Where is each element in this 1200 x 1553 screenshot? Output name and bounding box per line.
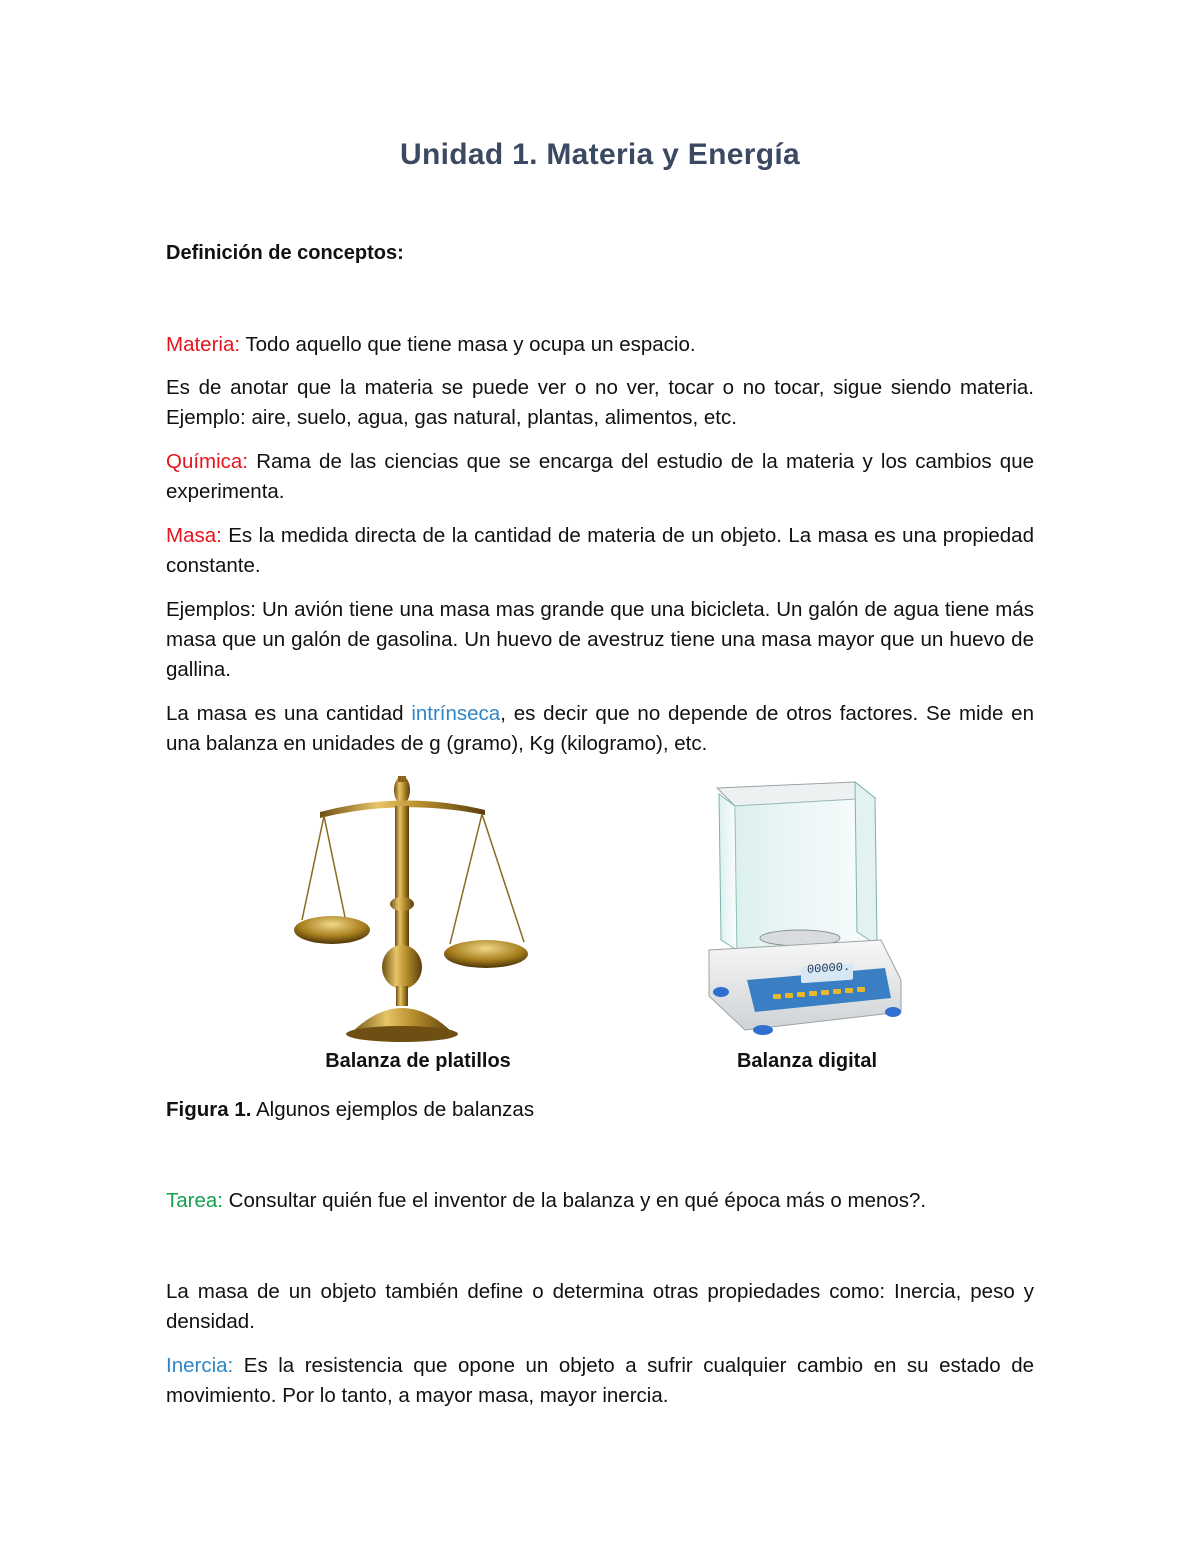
label-balanza-platillos: Balanza de platillos [325,1050,511,1072]
section-heading: Definición de conceptos: [166,242,404,264]
figure-caption [166,1098,534,1122]
term-materia: Materia: [166,333,241,356]
quimica-definition: Rama de las ciencias que se encarga del estudio de la materia y los cambios que experimenta. [166,450,1034,503]
paragraph-inercia [166,1351,1034,1411]
term-quimica: Química: [166,450,249,473]
paragraph-materia [166,330,1034,360]
paragraph-propiedades: La masa de un objeto también define o determina otras propiedades como: Inercia, peso y densidad. [166,1280,1034,1333]
inercia-definition: Es la resistencia que opone un objeto a sufrir cualquier cambio en su estado de movimiento. Por lo tanto, a mayor masa, mayor inercia. [166,1354,1034,1407]
term-masa: Masa: [166,524,222,547]
digital-scale-image [705,780,905,1040]
scale-display: 00000. [807,959,851,977]
term-intrinseca: intrínseca [411,702,501,725]
page-title: Unidad 1. Materia y Energía [400,138,800,171]
masa-definition: Es la medida directa de la cantidad de materia de un objeto. La masa es una propiedad constante. [166,524,1034,577]
paragraph-intrinseca [166,699,1034,759]
intrinseca-before: La masa es una cantidad [166,702,412,725]
label-balanza-digital: Balanza digital [736,1050,878,1072]
term-tarea: Tarea: [166,1189,223,1212]
figure-caption-text: Algunos ejemplos de balanzas [251,1098,535,1121]
paragraph-quimica [166,447,1034,507]
paragraph-tarea [166,1186,1034,1216]
balance-scale-image [290,772,530,1042]
intrinseca-after: , es decir que no depende de otros factores. Se mide en una balanza en unidades de g (gramo), Kg (kilogramo), etc. [166,702,1034,755]
paragraph-masa [166,521,1034,581]
materia-definition: Todo aquello que tiene masa y ocupa un espacio. [240,333,696,356]
term-inercia: Inercia: [166,1354,234,1377]
tarea-text: Consultar quién fue el inventor de la balanza y en qué época más o menos?. [222,1189,927,1212]
paragraph-nota: Es de anotar que la materia se puede ver o no ver, tocar o no tocar, sigue siendo materia. Ejemplo: aire, suelo, agua, gas natural, plantas, alimentos, etc. [166,376,1034,429]
figure-caption-label: Figura 1. [166,1098,252,1121]
paragraph-ejemplos: Ejemplos: Un avión tiene una masa mas grande que una bicicleta. Un galón de agua tiene más masa que un galón de gasolina. Un huevo de avestruz tiene una masa mayor que un huevo de gallina. [166,598,1034,681]
